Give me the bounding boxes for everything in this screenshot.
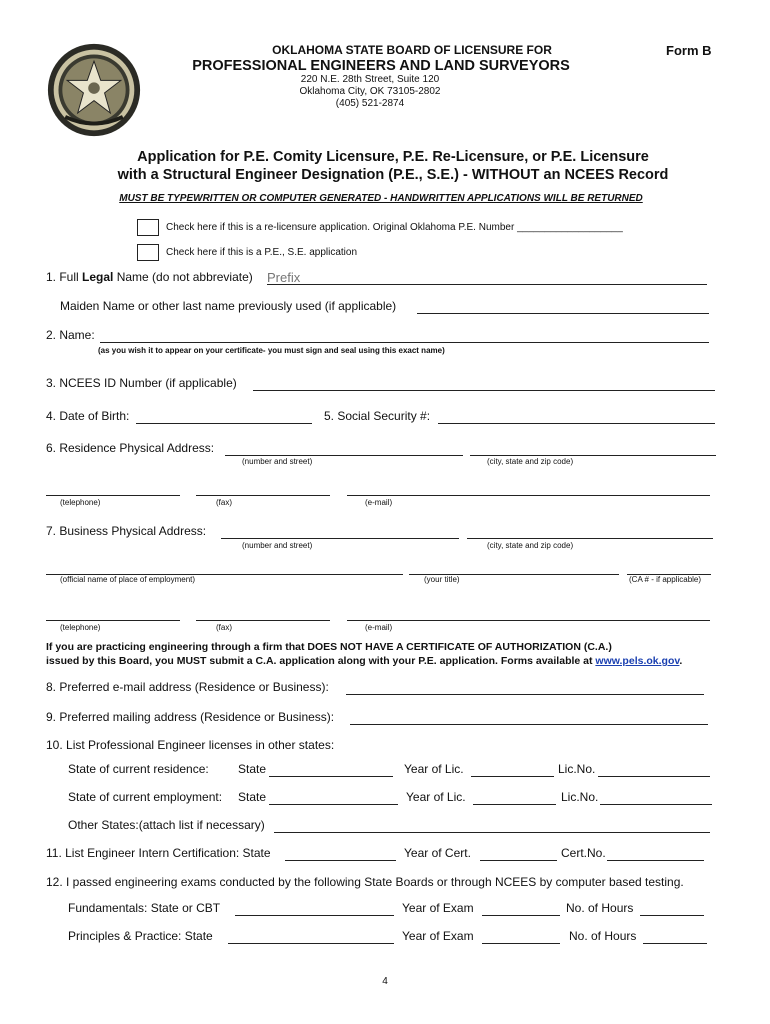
q12-fundamentals-year-label: Year of Exam [402, 901, 474, 915]
q10-residence-licno-label: Lic.No. [558, 762, 596, 776]
page-number: 4 [382, 976, 388, 987]
q10-residence-label: State of current residence: [68, 762, 209, 776]
residence-telephone-caption: (telephone) [60, 498, 101, 507]
other-states-input[interactable] [274, 818, 710, 833]
q10-residence-state-label: State [238, 762, 267, 776]
form-title-line2: with a Structural Engineer Designation (P.E., S.E.) - WITHOUT an NCEES Record [117, 167, 669, 183]
business-fax-caption: (fax) [216, 623, 232, 632]
relicensure-label: Check here if this is a re-licensure application. Original Oklahoma P.E. Number ___________________ [166, 222, 623, 233]
relicensure-checkbox[interactable] [137, 219, 159, 236]
board-name-line2: PROFESSIONAL ENGINEERS AND LAND SURVEYORS [192, 58, 570, 74]
residence-fax-caption: (fax) [216, 498, 232, 507]
q11-certno-label: Cert.No. [561, 846, 606, 860]
residence-email-input[interactable] [347, 481, 710, 496]
q12-principles-hours-label: No. of Hours [569, 929, 637, 943]
q10-employment-state-label: State [238, 790, 267, 804]
q5-label: 5. Social Security #: [324, 409, 431, 423]
principles-state-input[interactable] [228, 929, 394, 944]
q12-principles-label: Principles & Practice: State [68, 929, 213, 943]
residence-year-input[interactable] [471, 762, 554, 777]
q10-other-states-label: Other States:(attach list if necessary) [68, 818, 265, 832]
q7-label: 7. Business Physical Address: [46, 524, 207, 538]
board-name-line1: OKLAHOMA STATE BOARD OF LICENSURE FOR [272, 43, 552, 57]
form-label: Form B [666, 43, 712, 58]
principles-hours-input[interactable] [643, 929, 707, 944]
preferred-email-input[interactable] [346, 680, 704, 695]
business-email-caption: (e-mail) [365, 623, 393, 632]
residence-street-input[interactable] [225, 441, 463, 456]
q10-employment-licno-label: Lic.No. [561, 790, 599, 804]
q12-label: 12. I passed engineering exams conducted by the following State Boards or through NCEES by computer based testing. [46, 875, 684, 889]
certificate-name-input[interactable] [100, 328, 709, 343]
intern-state-input[interactable] [285, 846, 396, 861]
preferred-mailing-input[interactable] [350, 710, 708, 725]
employer-name-input[interactable] [46, 560, 403, 575]
q9-label: 9. Preferred mailing address (Residence or Business): [46, 710, 335, 724]
business-street-input[interactable] [221, 524, 459, 539]
residence-licno-input[interactable] [598, 762, 710, 777]
q12-fundamentals-hours-label: No. of Hours [566, 901, 634, 915]
q12-principles-year-label: Year of Exam [402, 929, 474, 943]
date-of-birth-input[interactable] [136, 409, 312, 424]
intern-certno-input[interactable] [607, 846, 704, 861]
ncees-id-input[interactable] [253, 376, 715, 391]
residence-telephone-input[interactable] [46, 481, 180, 496]
q12-fundamentals-label: Fundamentals: State or CBT [68, 901, 221, 915]
residence-state-input[interactable] [269, 762, 393, 777]
q11-year-label: Year of Cert. [404, 846, 471, 860]
fundamentals-hours-input[interactable] [640, 901, 704, 916]
employment-licno-input[interactable] [600, 790, 712, 805]
q6-label: 6. Residence Physical Address: [46, 441, 215, 455]
fundamentals-state-input[interactable] [235, 901, 394, 916]
pe-se-checkbox[interactable] [137, 244, 159, 261]
q10-employment-year-label: Year of Lic. [406, 790, 466, 804]
business-street-caption: (number and street) [242, 541, 313, 550]
ca-number-caption: (CA # - if applicable) [629, 575, 702, 584]
board-address-line2: Oklahoma City, OK 73105-2802 [299, 86, 441, 97]
q8-label: 8. Preferred e-mail address (Residence or Business): [46, 680, 329, 694]
principles-year-input[interactable] [482, 929, 560, 944]
pe-se-label: Check here if this is a P.E., S.E. application [166, 247, 358, 258]
q10-employment-label: State of current employment: [68, 790, 223, 804]
legal-name-input[interactable] [267, 270, 707, 285]
residence-city-input[interactable] [470, 441, 716, 456]
ca-notice-line1: If you are practicing engineering through a firm that DOES NOT HAVE A CERTIFICATE OF AUTHORIZATION (C.A.) [46, 641, 612, 653]
business-city-input[interactable] [467, 524, 713, 539]
employer-caption: (official name of place of employment) [60, 575, 196, 584]
q1-label: 1. Full Legal Name (do not abbreviate) [46, 270, 253, 284]
maiden-name-label: Maiden Name or other last name previously used (if applicable) [60, 299, 397, 313]
residence-street-caption: (number and street) [242, 457, 313, 466]
job-title-caption: (your title) [424, 575, 460, 584]
q10-residence-year-label: Year of Lic. [404, 762, 464, 776]
q2-note: (as you wish it to appear on your certificate- you must sign and seal using this exact name) [98, 346, 445, 355]
ca-notice-line2: issued by this Board, you MUST submit a C.A. application along with your P.E. application. Forms available at www.pels.ok.gov. [46, 655, 683, 667]
intern-year-input[interactable] [480, 846, 557, 861]
job-title-input[interactable] [409, 560, 619, 575]
business-fax-input[interactable] [196, 606, 330, 621]
pels-website-link[interactable]: www.pels.ok.gov [595, 655, 680, 667]
residence-city-caption: (city, state and zip code) [487, 457, 574, 466]
q3-label: 3. NCEES ID Number (if applicable) [46, 376, 237, 390]
q4-label: 4. Date of Birth: [46, 409, 130, 423]
residence-fax-input[interactable] [196, 481, 330, 496]
employment-state-input[interactable] [269, 790, 398, 805]
ssn-input[interactable] [438, 409, 715, 424]
maiden-name-input[interactable] [417, 299, 709, 314]
q10-label: 10. List Professional Engineer licenses in other states: [46, 738, 335, 752]
business-email-input[interactable] [347, 606, 710, 621]
residence-email-caption: (e-mail) [365, 498, 393, 507]
board-address-line1: 220 N.E. 28th Street, Suite 120 [300, 74, 440, 85]
ca-number-input[interactable] [627, 560, 711, 575]
typewritten-warning: MUST BE TYPEWRITTEN OR COMPUTER GENERATED - HANDWRITTEN APPLICATIONS WILL BE RETURNED [119, 193, 643, 204]
board-phone: (405) 521-2874 [335, 98, 405, 109]
q2-label: 2. Name: [46, 328, 95, 342]
business-telephone-input[interactable] [46, 606, 180, 621]
business-telephone-caption: (telephone) [60, 623, 101, 632]
fundamentals-year-input[interactable] [482, 901, 560, 916]
employment-year-input[interactable] [473, 790, 556, 805]
business-city-caption: (city, state and zip code) [487, 541, 574, 550]
form-title-line1: Application for P.E. Comity Licensure, P.E. Re-Licensure, or P.E. Licensure [137, 149, 649, 165]
q11-label: 11. List Engineer Intern Certification: State [46, 846, 271, 860]
